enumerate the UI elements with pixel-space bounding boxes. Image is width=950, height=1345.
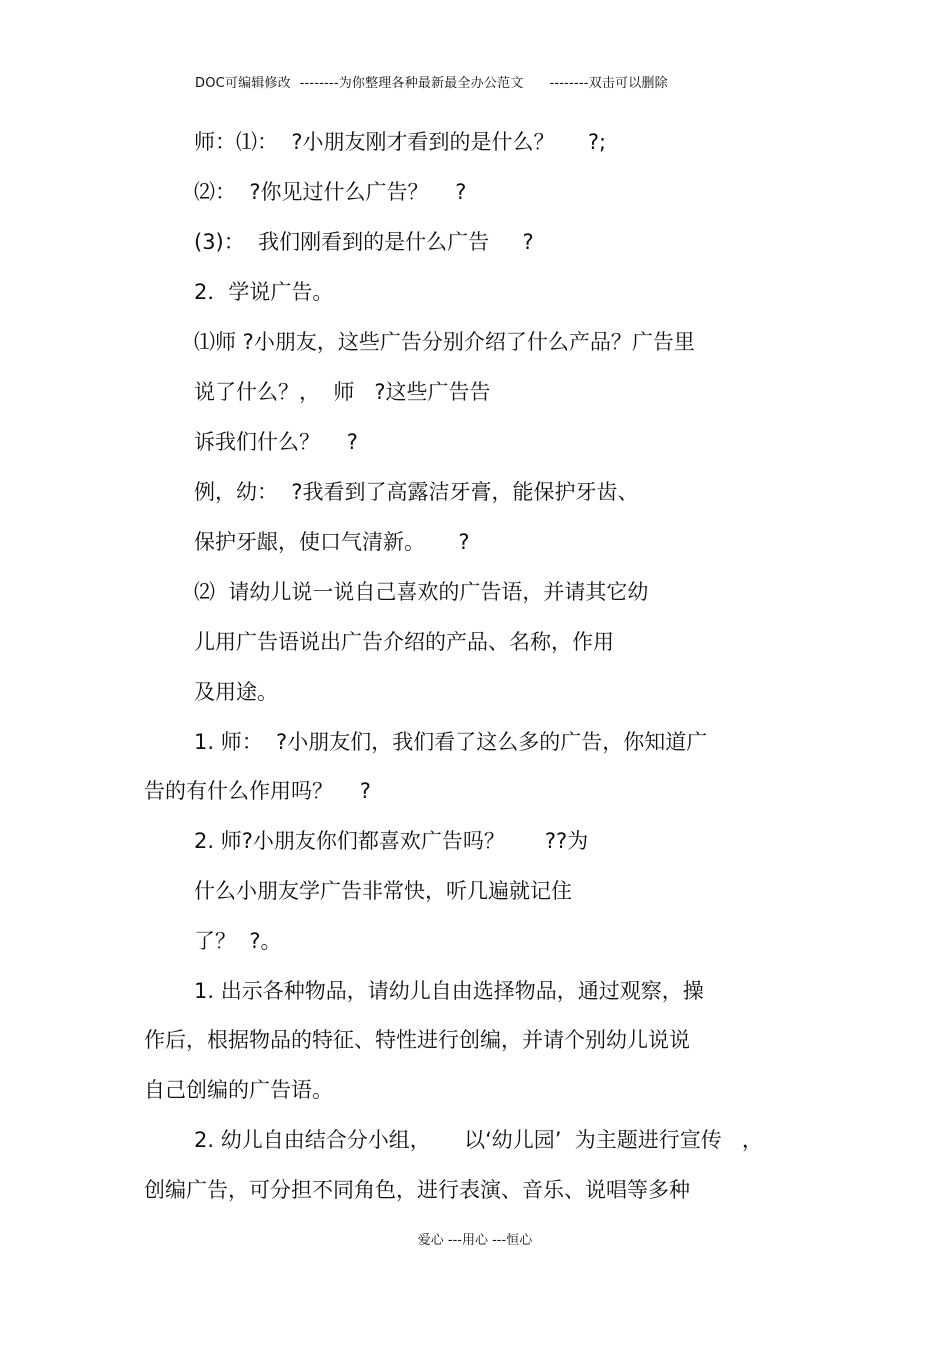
text-line: 诉我们什么？ ? [194, 430, 358, 454]
text-line: 说了什么？， 师 ?这些广告告 [194, 380, 491, 404]
text-line: 自己创编的广告语。 [144, 1078, 333, 1102]
text-line: (3)： 我们刚看到的是什么广告 ? [194, 230, 534, 254]
text-line: 保护牙龈，使口气清新。 ? [194, 530, 470, 554]
text-line: 作后，根据物品的特征、特性进行创编，并请个别幼儿说说 [144, 1028, 690, 1052]
text-line: 1. 出示各种物品，请幼儿自由选择物品，通过观察，操 [194, 979, 704, 1003]
text-line: ⑵： ?你见过什么广告？ ? [194, 180, 467, 204]
text-line: 了？ ?。 [194, 929, 282, 953]
text-line: 1. 师： ?小朋友们，我们看了这么多的广告，你知道广 [194, 730, 708, 754]
text-line: ⑵ 请幼儿说一说自己喜欢的广告语，并请其它幼 [194, 580, 649, 604]
text-line: 例，幼： ?我看到了高露洁牙膏，能保护牙齿、 [194, 480, 639, 504]
text-line: 什么小朋友学广告非常快，听几遍就记住 [194, 879, 572, 903]
text-line: ⑴师 ?小朋友，这些广告分别介绍了什么产品？广告里 [194, 330, 695, 354]
text-line: 告的有什么作用吗？ ? [144, 779, 371, 803]
text-line: 2．学说广告。 [194, 280, 334, 304]
text-line: 儿用广告语说出广告介绍的产品、名称，作用 [194, 630, 614, 654]
text-line: 2. 幼儿自由结合分小组， 以‘幼儿园’ 为主题进行宣传 ， [194, 1128, 763, 1152]
text-line: 2. 师?小朋友你们都喜欢广告吗？ ??为 [194, 829, 589, 853]
text-line: 师：⑴： ?小朋友刚才看到的是什么？ ?; [194, 130, 607, 154]
page-footer: 爱心 ---用心 ---恒心 [417, 1233, 533, 1248]
text-line: 及用途。 [194, 680, 278, 704]
page-header: DOC可编辑修改 --------为你整理各种最新最全办公范文 --------双击可以删除 [195, 76, 668, 91]
text-line: 创编广告，可分担不同角色，进行表演、音乐、说唱等多种 [144, 1178, 690, 1202]
